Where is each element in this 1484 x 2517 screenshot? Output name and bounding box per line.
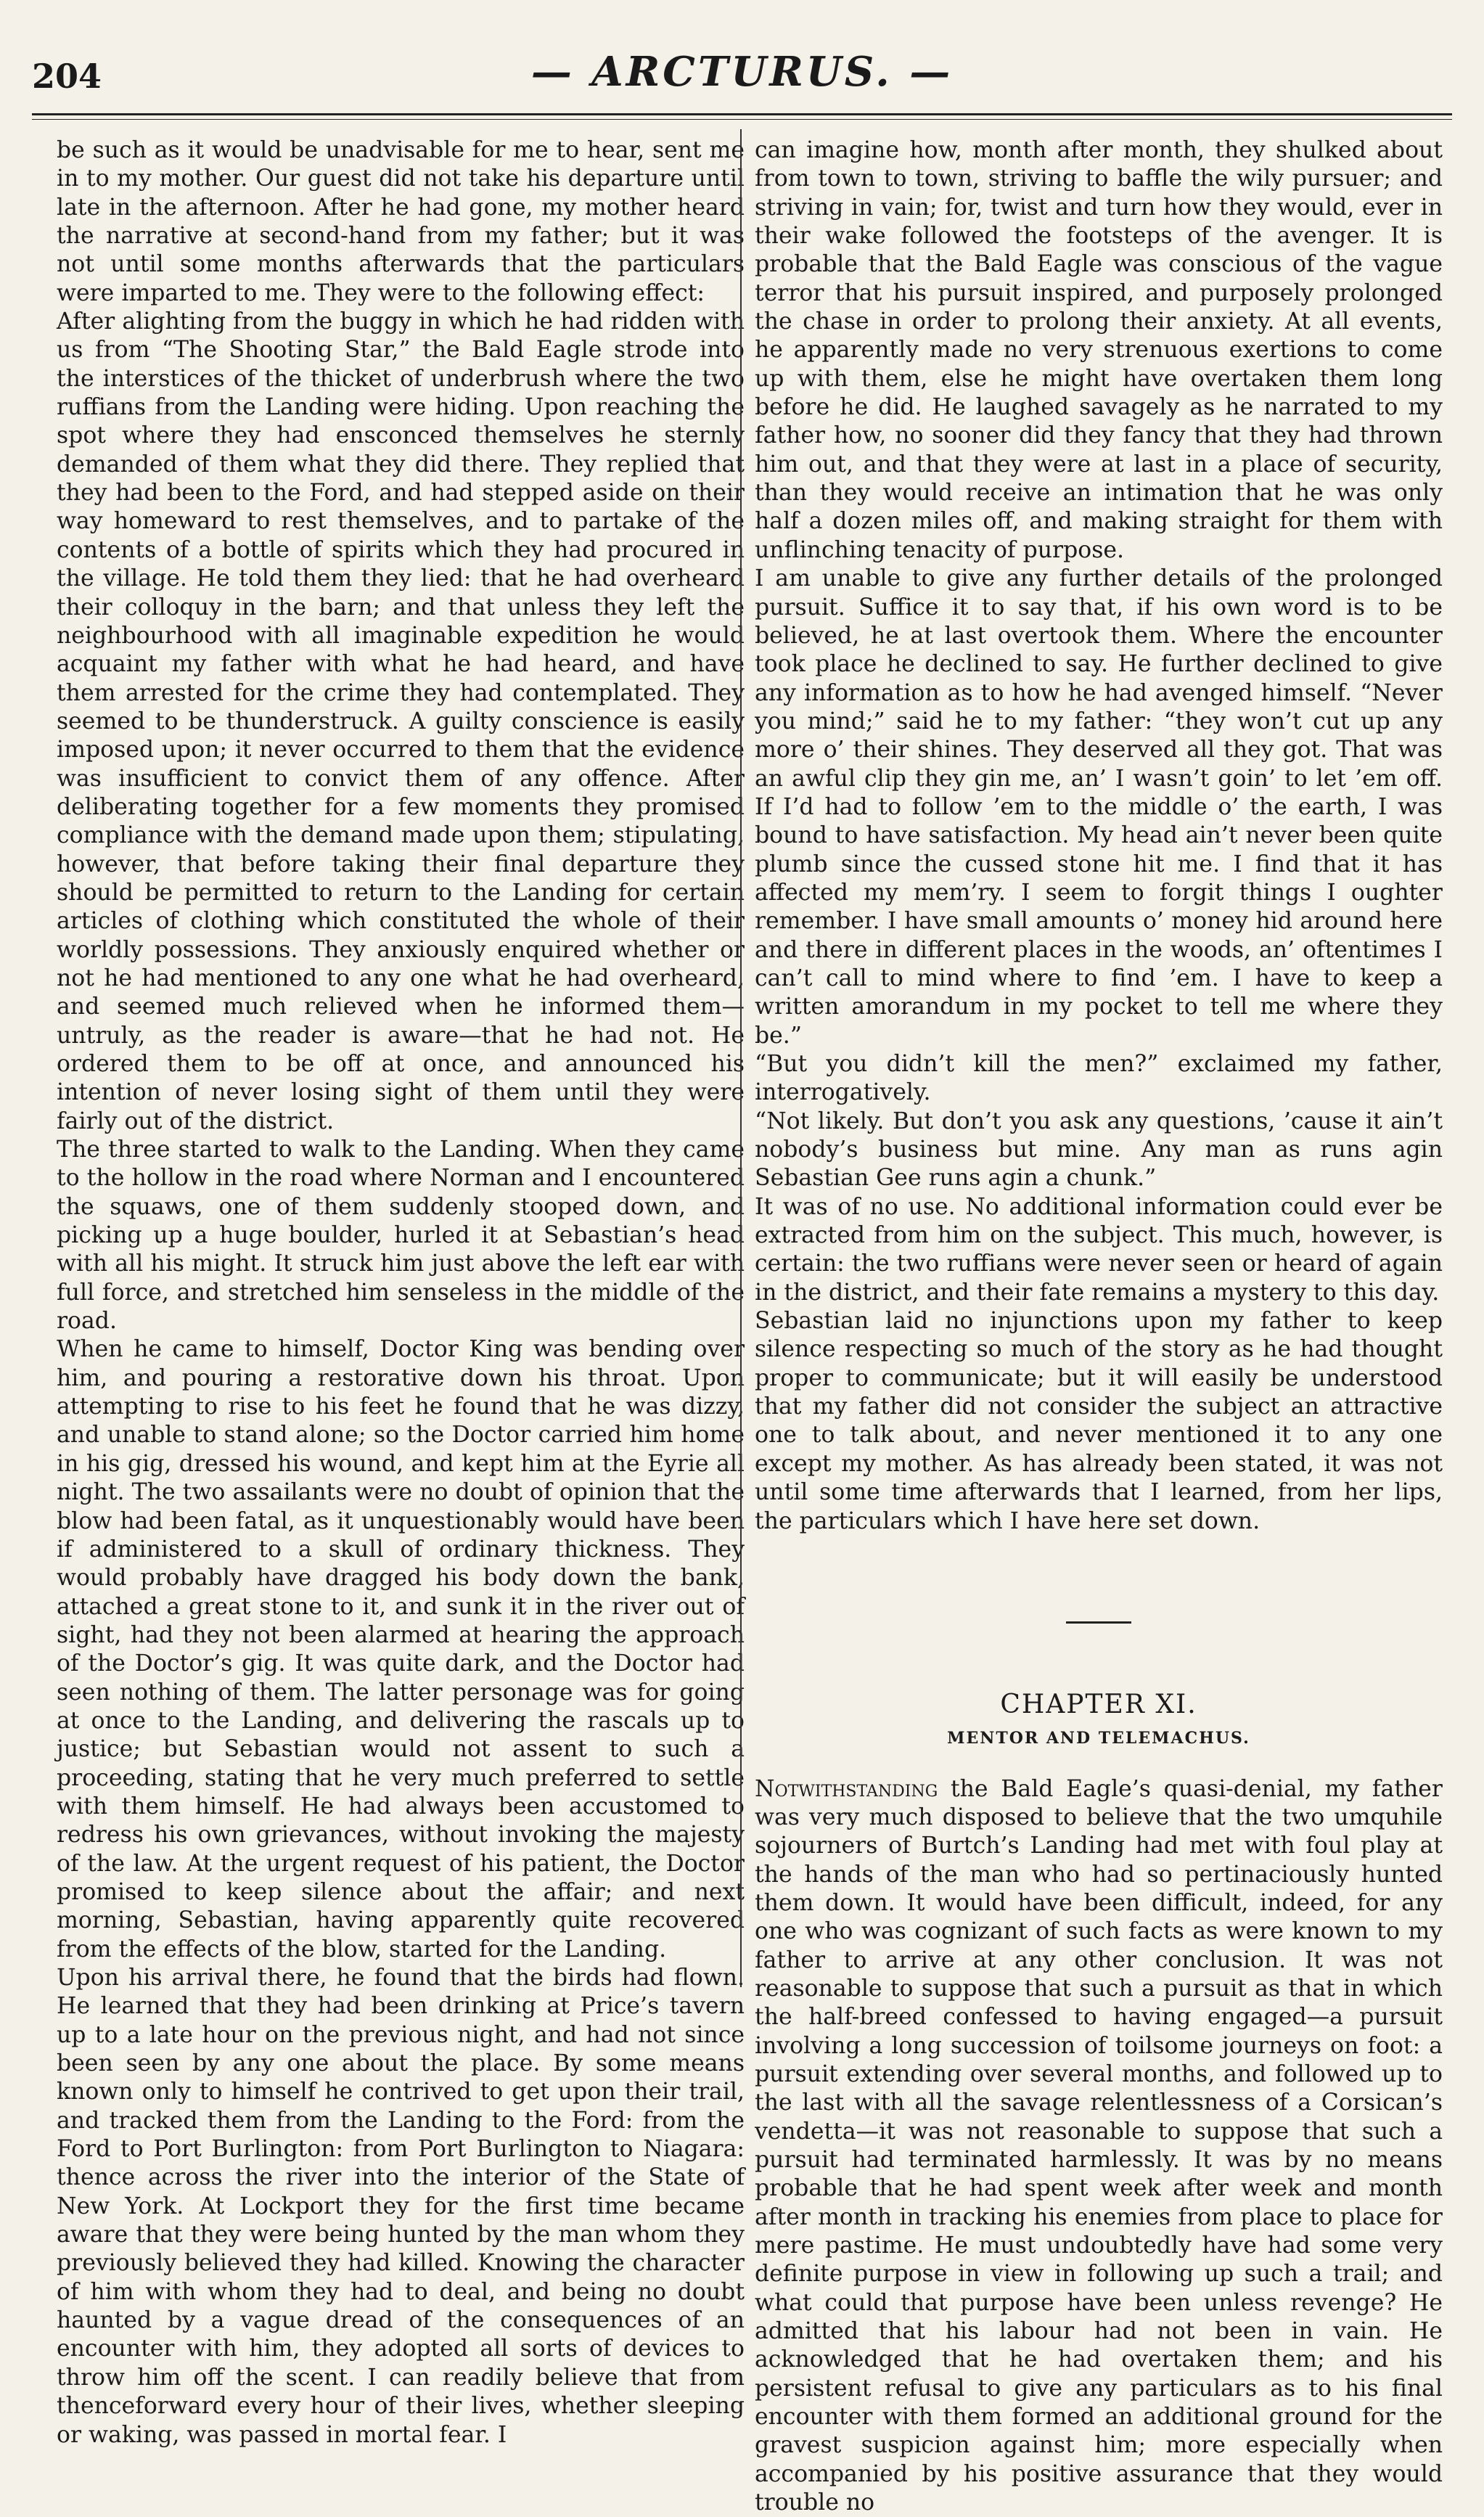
paragraph: Sebastian laid no injunctions upon my father to keep silence respecting so much of the story as he had thought proper to communicate; but it will easily be understood that my father did not consider the subject an attractive one to talk about, and never mentioned it to any one except my mother. As has already been stated, it was not until some time afterwards that I learned, from her lips, the particulars which I have here set down. xyxy=(755,1308,1443,1534)
paragraph: After alighting from the buggy in which he had ridden with us from “The Shooting Star,” the Bald Eagle strode into the interstices of the thicket of underbrush where the two ruffians from the Landing were hiding. Upon reaching the spot where they had ensconced themselves he sternly demanded of them what they did there. They replied that they had been to the Ford, and had stepped aside on their way homeward to rest themselves, and to partake of the contents of a bottle of spirits which they had procured in the village. He told them they lied: that he had overheard their colloquy in the barn; and that unless they left the neighbourhood with all imaginable expedition he would acquaint my father with what he had heard, and have them arrested for the crime they had contemplated. They seemed to be thunderstruck. A guilty conscience is easily imposed upon; it never occurred to them that the evidence was insufficient to convict them of any offence. After deliberating together for a few moments they promised compliance with the demand made upon them; stipulating, however, that before taking their final departure they should be permitted to return to the Landing for certain articles of clothing which constituted the whole of their worldly possessions. They anxiously enquired whether or not he had mentioned to any one what he had overheard, and seemed much relieved when he informed them—untruly, as the reader is aware—that he had not. He ordered them to be off at once, and announced his intention of never losing sight of them until they were fairly out of the district. xyxy=(57,308,745,1134)
paragraph: I am unable to give any further details of the prolonged pursuit. Suffice it to say that, if his own word is to be believed, he at last overtook them. Where the encounter took place he declined to say. He further declined to give any information as to how he had avenged himself. “Never you mind;” said he to my father: “they won’t cut up any more o’ their shines. They deserved all they got. That was an awful clip they gin me, an’ I wasn’t goin’ to let ’em off. If I’d had to follow ’em to the middle o’ the earth, I was bound to have satisfaction. My head ain’t never been quite plumb since the cussed stone hit me. I find that it has affected my mem’ry. I seem to forgit things I oughter remember. I have small amounts o’ money hid around here and there in different places in the woods, an’ oftentimes I can’t call to mind where to find ’em. I have to keep a written amorandum in my pocket to tell me where they be.” xyxy=(755,565,1443,1049)
right-column xyxy=(755,136,1443,2517)
paragraph: Upon his arrival there, he found that the birds had flown. He learned that they had been drinking at Price’s tavern up to a late hour on the previous night, and had not since been seen by any one about the place. By some means known only to himself he contrived to get upon their trail, and tracked them from the Landing to the Ford: from the Ford to Port Burlington: from Port Burlington to Niagara: thence across the river into the interior of the State of New York. At Lockport they for the first time became aware that they were being hunted by the man whom they previously believed they had killed. Knowing the character of him with whom they had to deal, and being no doubt haunted by a vague dread of the consequences of an encounter with him, they adopted all sorts of devices to throw him off the scent. I can readily believe that from thenceforward every hour of their lives, whether sleeping or waking, was passed in mortal fear. I xyxy=(57,1965,745,2448)
paragraph: be such as it would be unadvisable for me to hear, sent me in to my mother. Our guest did not take his departure until late in the afternoon. After he had gone, my mother heard the narrative at second-hand from my father; but it was not until some months afterwards that the particulars were imparted to me. They were to the following effect: xyxy=(57,137,745,306)
chapter-separator-rule xyxy=(1066,1621,1131,1624)
header-rule-thick xyxy=(32,113,1452,115)
left-column xyxy=(57,136,745,2450)
chapter-first-word: Notwithstanding xyxy=(755,1775,938,1802)
paragraph: The three started to walk to the Landing. When they came to the hollow in the road where Norman and I encountered the squaws, one of them suddenly stooped down, and picking up a huge boulder, hurled it at Sebastian’s head with all his might. It struck him just above the left ear with full force, and stretched him senseless in the middle of the road. xyxy=(57,1137,745,1335)
column-divider xyxy=(740,129,742,1987)
paragraph: “Not likely. But don’t you ask any questions, ’cause it ain’t nobody’s business but mine. Any man as runs agin Sebastian Gee runs agin a chunk.” xyxy=(755,1108,1443,1192)
chapter-opening-text: the Bald Eagle’s quasi-denial, my father was very much disposed to believe that the two umquhile sojourners of Burtch’s Landing had met with foul play at the hands of the man who had so pertinaciously hunted them down. It would have been difficult, indeed, for any one who was cognizant of such facts as were known to my father to arrive at any other conclusion. It was not reasonable to suppose that such a pursuit as that in which the half-breed confessed to having engaged—a pursuit involving a long succession of toilsome journeys on foot: a pursuit extending over several months, and followed up to the last with all the savage relentlessness of a Corsican’s vendetta—it was not reasonable to suppose that such a pursuit had terminated harmlessly. It was by no means probable that he had spent week after week and month after month in tracking his enemies from place to place for mere pastime. He must undoubtedly have had some very definite purpose in view in following up such a trail; and what could that purpose have been unless revenge? He admitted that his labour had not been in vain. He acknowledged that he had overtaken them; and his persistent refusal to give any particulars as to his final encounter with them formed an additional ground for the gravest suspicion against him; more especially when accompanied by his positive assurance that they would trouble no xyxy=(755,1775,1443,2516)
chapter-opening-paragraph xyxy=(755,1775,1443,2517)
page-header xyxy=(32,44,1452,109)
paragraph: “But you didn’t kill the men?” exclaimed my father, interrogatively. xyxy=(755,1051,1443,1106)
chapter-title: CHAPTER XI. xyxy=(1000,1689,1197,1719)
chapter-subtitle: MENTOR AND TELEMACHUS. xyxy=(947,1729,1250,1748)
paragraph: When he came to himself, Doctor King was bending over him, and pouring a restorative down his throat. Upon attempting to rise to his feet he found that he was dizzy, and unable to stand alone; so the Doctor carried him home in his gig, dressed his wound, and kept him at the Eyrie all night. The two assailants were no doubt of opinion that the blow had been fatal, as it unquestionably would have been if administered to a skull of ordinary thickness. They would probably have dragged his body down the bank, attached a great stone to it, and sunk it in the river out of sight, had they not been alarmed at hearing the approach of the Doctor’s gig. It was quite dark, and the Doctor had seen nothing of them. The latter personage was for going at once to the Landing, and delivering the rascals up to justice; but Sebastian would not assent to such a proceeding, stating that he very much preferred to settle with them himself. He had always been accustomed to redress his own grievances, without invoking the majesty of the law. At the urgent request of his patient, the Doctor promised to keep silence about the affair; and next morning, Sebastian, having apparently quite recovered from the effects of the blow, started for the Landing. xyxy=(57,1336,745,1963)
header-rule-thin xyxy=(32,119,1452,120)
paragraph: It was of no use. No additional information could ever be extracted from him on the subject. This much, however, is certain: the two ruffians were never seen or heard of again in the district, and their fate remains a mystery to this day. xyxy=(755,1193,1443,1306)
running-title: — ARCTURUS. — xyxy=(530,48,954,96)
paragraph: can imagine how, month after month, they shulked about from town to town, striving to baffle the wily pursuer; and striving in vain; for, twist and turn how they would, ever in their wake followed the footsteps of the avenger. It is probable that the Bald Eagle was conscious of the vague terror that his pursuit inspired, and purposely prolonged the chase in order to prolong their anxiety. At all events, he apparently made no very strenuous exertions to come up with them, else he might have overtaken them long before he did. He laughed savagely as he narrated to my father how, no sooner did they fancy that they had thrown him out, and that they were at last in a place of security, than they would receive an intimation that he was only half a dozen miles off, and making straight for them with unflinching tenacity of purpose. xyxy=(755,137,1443,563)
page-number: 204 xyxy=(32,57,102,96)
